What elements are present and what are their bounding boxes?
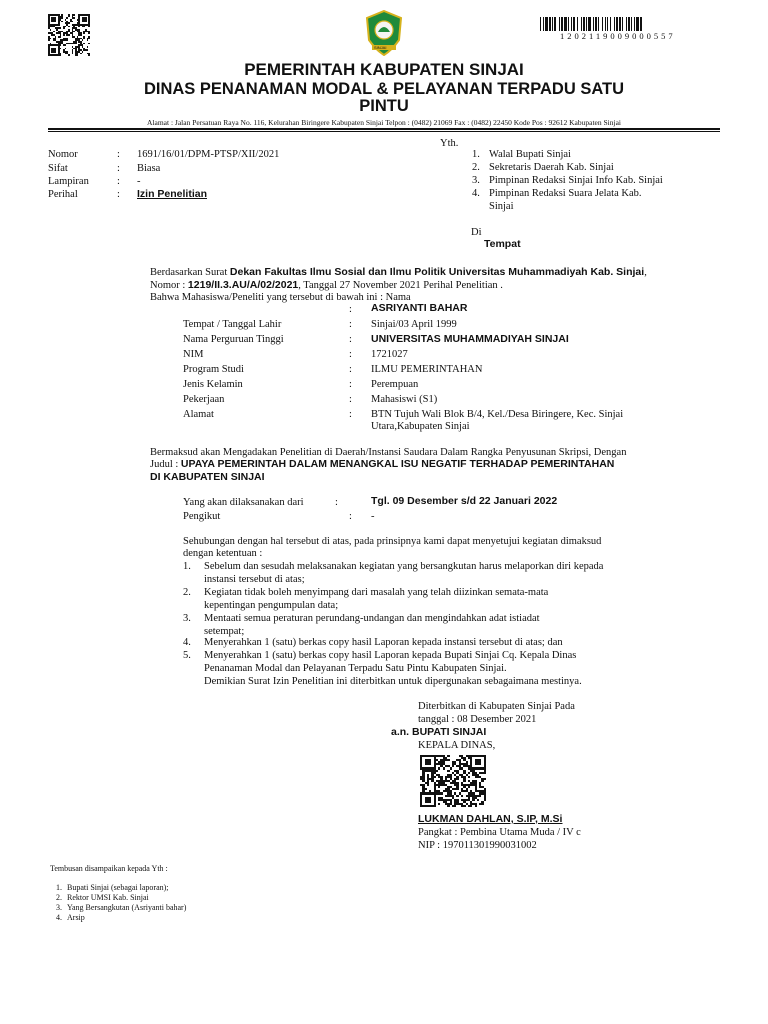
cc-number: 2. — [56, 893, 62, 902]
field-label: NIM — [183, 349, 204, 360]
field-value: Sinjai/03 April 1999 — [371, 319, 457, 330]
research-title: UPAYA PEMERINTAH DALAM MENANGKAL ISU NEGATIF TERHADAP PEMERINTAHAN — [180, 458, 615, 470]
schedule-value: Tgl. 09 Desember s/d 22 Januari 2022 — [371, 495, 558, 507]
tempat-label: Tempat — [484, 238, 521, 250]
regency-logo — [364, 10, 404, 56]
sifat-label: Sifat — [48, 163, 68, 174]
field-value: UNIVERSITAS MUHAMMADIYAH SINJAI — [371, 333, 569, 345]
recipient-number: 1. — [472, 149, 480, 160]
condition-text: Mentaati semua peraturan perundang-undangan dan mengindahkan adat istiadat — [204, 613, 540, 624]
lampiran-label: Lampiran — [48, 176, 89, 187]
cc-item: Arsip — [67, 913, 85, 922]
signatory-name: LUKMAN DAHLAN, S.IP, M.Si — [418, 813, 563, 825]
intro-text: Berdasarkan Surat — [150, 267, 230, 278]
field-colon: : — [349, 364, 352, 375]
field-colon: : — [349, 409, 352, 420]
recipient-item: Pimpinan Redaksi Suara Jelata Kab. — [489, 188, 642, 199]
yth-label: Yth. — [440, 138, 459, 149]
field-value: Mahasiswi (S1) — [371, 394, 438, 405]
field-value: BTN Tujuh Wali Blok B/4, Kel./Desa Biringere, Kec. Sinjai — [371, 409, 624, 420]
field-label: Tempat / Tanggal Lahir — [183, 319, 282, 330]
condition-number: 5. — [183, 650, 191, 661]
field-label: Jenis Kelamin — [183, 379, 243, 390]
field-label: Alamat — [183, 409, 214, 420]
recipient-number: 3. — [472, 175, 480, 186]
di-label: Di — [471, 227, 482, 238]
signature-qr-code — [420, 755, 486, 807]
sifat-value: Biasa — [137, 163, 161, 174]
purpose-line-1: Bermaksud akan Mengadakan Penelitian di Daerah/Instansi Saudara Dalam Rangka Penyusunan Skripsi, Dengan — [150, 447, 627, 458]
cc-item: Bupati Sinjai (sebagai laporan); — [67, 883, 169, 892]
qr-pattern — [48, 14, 90, 56]
intro-line-1 — [150, 266, 647, 279]
field-colon: : — [349, 394, 352, 405]
barcode-bar — [642, 17, 643, 31]
signatory-position: KEPALA DINAS, — [418, 740, 496, 751]
pengikut-colon: : — [349, 511, 352, 522]
issued-place: Diterbitkan di Kabupaten Sinjai Pada — [418, 701, 575, 712]
header-rule-thin — [48, 131, 720, 132]
pengikut-value: - — [371, 511, 375, 522]
meta-colon: : — [117, 163, 120, 174]
condition-number: 2. — [183, 587, 191, 598]
judul-label: Judul : — [150, 459, 181, 470]
schedule-colon: : — [335, 497, 338, 508]
cc-number: 3. — [56, 903, 62, 912]
signatory-rank: Pangkat : Pembina Utama Muda / IV c — [418, 827, 581, 838]
header-agency-line2: PINTU — [359, 97, 409, 115]
perihal-value: Izin Penelitian — [137, 188, 208, 200]
meta-colon: : — [117, 176, 120, 187]
condition-text: Sebelum dan sesudah melaksanakan kegiatan yang bersangkutan harus melaporkan diri kepada — [204, 561, 604, 572]
intro-letter-source: Dekan Fakultas Ilmu Sosial dan Ilmu Politik Universitas Muhammadiyah Kab. Sinjai — [229, 266, 645, 278]
condition-text: Menyerahkan 1 (satu) berkas copy hasil Laporan kepada Bupati Sinjai Cq. Kepala Dinas — [204, 650, 577, 661]
closing-statement: Demikian Surat Izin Penelitian ini diterbitkan untuk dipergunakan sebagaimana mestinya. — [204, 676, 582, 687]
field-value: ILMU PEMERINTAHAN — [371, 364, 483, 375]
purpose-line-3: DI KABUPATEN SINJAI — [150, 471, 265, 483]
field-colon: : — [349, 349, 352, 360]
header-agency-line1: DINAS PENANAMAN MODAL & PELAYANAN TERPADU SATU — [143, 80, 625, 98]
field-label: Program Studi — [183, 364, 244, 375]
logo-banner-text: SINJAI — [374, 45, 387, 50]
purpose-line-2 — [150, 458, 614, 471]
recipient-item: Sekretaris Daerah Kab. Sinjai — [489, 162, 614, 173]
intro-text: , — [644, 267, 647, 278]
approval-line-1: Sehubungan dengan hal tersebut di atas, pada prinsipnya kami dapat menyetujui kegiatan dimaksud — [183, 536, 602, 547]
alamat-cont: Utara,Kabupaten Sinjai — [371, 421, 470, 432]
recipient-item: Walal Bupati Sinjai — [489, 149, 571, 160]
perihal-label: Perihal — [48, 189, 78, 200]
recipient-number: 4. — [472, 188, 480, 199]
barcode-number: 1202119009000557 — [560, 31, 676, 41]
schedule-label: Yang akan dilaksanakan dari — [183, 497, 304, 508]
cc-number: 1. — [56, 883, 62, 892]
intro-letter-number: 1219/II.3.AU/A/02/2021 — [187, 279, 299, 291]
condition-text-cont: kepentingan pengumpulan data; — [204, 600, 339, 611]
approval-line-2: dengan ketentuan : — [183, 548, 263, 559]
cc-number: 4. — [56, 913, 62, 922]
cc-heading: Tembusan disampaikan kepada Yth : — [50, 864, 168, 873]
intro-text: Nomor : — [150, 280, 188, 291]
student-name: ASRIYANTI BAHAR — [371, 302, 468, 314]
cc-item: Rektor UMSI Kab. Sinjai — [67, 893, 149, 902]
signatory-nip: NIP : 197011301990031002 — [418, 840, 537, 851]
condition-text-cont: Penanaman Modal dan Pelayanan Terpadu Satu Pintu Kabupaten Sinjai. — [204, 663, 507, 674]
field-colon: : — [349, 379, 352, 390]
document-barcode — [540, 17, 724, 31]
field-colon: : — [349, 304, 352, 315]
header-rule — [48, 128, 720, 130]
field-label: Pekerjaan — [183, 394, 225, 405]
cc-item: Yang Bersangkutan (Asriyanti bahar) — [67, 903, 187, 912]
condition-number: 4. — [183, 637, 191, 648]
field-colon: : — [349, 319, 352, 330]
condition-text-cont: instansi tersebut di atas; — [204, 574, 305, 585]
header-qr-code — [48, 14, 90, 56]
intro-line-3: Bahwa Mahasiswa/Peneliti yang tersebut di bawah ini : Nama — [150, 292, 411, 303]
meta-colon: : — [117, 149, 120, 160]
field-value: 1721027 — [371, 349, 408, 360]
field-label: Nama Perguruan Tinggi — [183, 334, 284, 345]
issued-date: tanggal : 08 Desember 2021 — [418, 714, 537, 725]
condition-text: Menyerahkan 1 (satu) berkas copy hasil Laporan kepada instansi tersebut di atas; dan — [204, 637, 563, 648]
nomor-value: 1691/16/01/DPM-PTSP/XII/2021 — [137, 149, 280, 160]
nomor-label: Nomor — [48, 149, 78, 160]
lampiran-value: - — [137, 176, 141, 187]
condition-text: Kegiatan tidak boleh menyimpang dari masalah yang telah diizinkan semata-mata — [204, 587, 549, 598]
signatory-an: a.n. BUPATI SINJAI — [391, 726, 487, 738]
header-address: Alamat : Jalan Persatuan Raya No. 116, Kelurahan Biringere Kabupaten Sinjai Telpon : (0482) 21069 Fax : (0482) 22450 Kode Pos : 92612 Kabupaten Sinjai — [147, 118, 621, 127]
meta-colon: : — [117, 189, 120, 200]
condition-number: 1. — [183, 561, 191, 572]
qr-pattern — [420, 755, 486, 807]
recipient-4-cont: Sinjai — [489, 201, 514, 212]
pengikut-label: Pengikut — [183, 511, 221, 522]
condition-number: 3. — [183, 613, 191, 624]
intro-text: , Tanggal 27 November 2021 Perihal Penelitian . — [298, 280, 503, 291]
header-title: PEMERINTAH KABUPATEN SINJAI — [244, 60, 524, 79]
condition-text-cont: setempat; — [204, 626, 245, 637]
recipient-item: Pimpinan Redaksi Sinjai Info Kab. Sinjai — [489, 175, 663, 186]
field-colon: : — [349, 334, 352, 345]
recipient-number: 2. — [472, 162, 480, 173]
field-value: Perempuan — [371, 379, 419, 390]
